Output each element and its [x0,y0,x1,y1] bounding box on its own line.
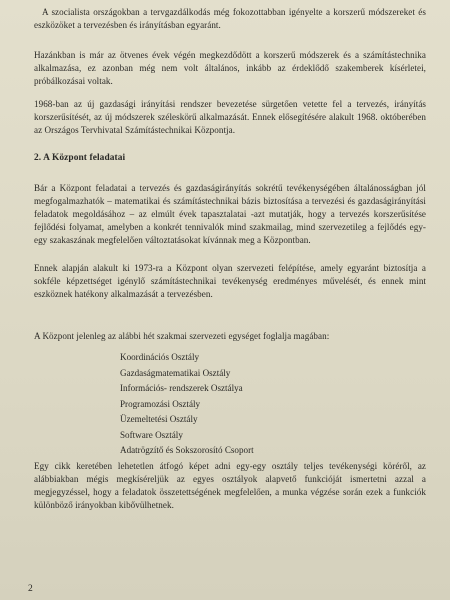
department-item: Információs- rendszerek Osztálya [120,383,243,393]
department-list [120,350,360,459]
department-item: Koordinációs Osztály [120,352,200,362]
department-item: Gazdaságmatematikai Osztály [120,367,231,378]
department-item: Üzemeltetési Osztály [120,414,198,424]
paragraph-section-1: Bár a Központ feladatai a tervezés és gazdaságirányítás sokrétű tevékenységében általánosságban jól megfogalmazhatók – matematikai és számítástechnikai bázis biztosítása a tervezési és gazdaságirányítási feladatok megoldásához – az elmúlt évek tapasztalatai -azt mutatják, hogy a tervezés korszerűsítése fejlődési folyamat, amelyben a konkrét tennivalók mind szakmailag, mind szervezetileg a fejlődés egy-egy szakaszának megfelelően változtatásokat kívánnak meg a Központban. [34,183,426,245]
page-number: 2 [28,584,33,594]
paragraph-section-3: A Központ jelenleg az alábbi hét szakmai szervezeti egységet foglalja magában: [34,331,330,341]
department-item: Programozási Osztály [120,398,201,409]
paragraph-section-2: Ennek alapján alakult ki 1973-ra a Központ olyan szervezeti felépítése, amely egyaránt biztosítja a sokféle képzettséget igénylő számítástechnikai tevékenység eredményes művelését, és ennek mint eszköznek hatékony alkalmazását a tervezésben. [34,263,426,299]
department-item: Software Osztály [120,429,183,440]
paragraph-intro-3: 1968-ban az új gazdasági irányítási rendszer bevezetése sürgetően vetette fel a tervezés, irányítás korszerűsítését, az új módszerek széleskörű alkalmazását. Ennek elősegítésére alakult 1968. októberében az Országos Tervhivatal Számítástechnikai Központja. [34,99,426,135]
paragraph-intro-2: Hazánkban is már az ötvenes évek végén megkezdődött a korszerű módszerek és a számítástechnika alkalmazása, ez azonban még nem volt általános, inkább az érdeklődő szakemberek kísérletei, próbálkozásai voltak. [34,50,426,86]
section-heading: 2. A Központ feladatai [34,153,126,163]
department-item: Adatrögzítő és Sokszorosító Csoport [120,445,254,455]
paragraph-intro-1: A szocialista országokban a tervgazdálkodás még fokozottabban igényelte a korszerű módszereket és eszközöket a tervezésben és irányításban egyaránt. [34,7,426,30]
paragraph-closing: Egy cikk keretében lehetetlen átfogó képet adni egy-egy osztály teljes tevékenységi köréről, az alábbiakban mégis megkíséreljük az egyes osztályok alapvető funkcióját ismertetni azzal a megjegyzéssel, hogy a feladatok összetettségének megfelelően, a munka végzése során ezek a funkciók különböző irányokban kibővülhetnek. [34,461,426,510]
